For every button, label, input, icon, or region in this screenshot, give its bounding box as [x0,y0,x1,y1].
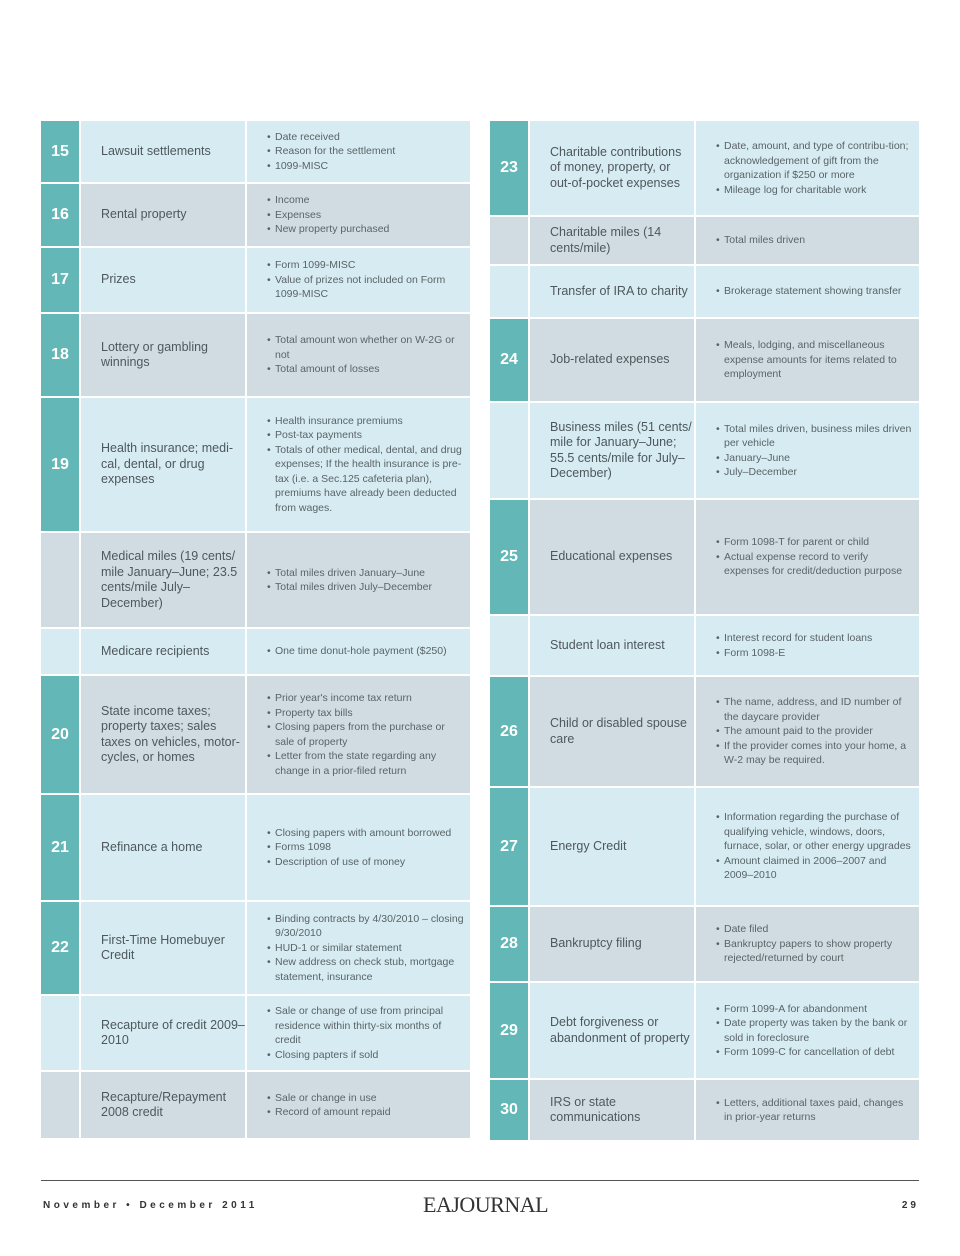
table-row [41,314,470,398]
table-row [490,266,919,319]
table-row [41,902,470,996]
table-row [490,788,919,907]
item-details [247,795,470,900]
detail-bullet: • Property tax bills [267,706,464,721]
table-row [490,677,919,788]
item-number: 26 [490,677,530,786]
item-label: Medical miles (19 cents/ mile January–June; 23.5 cents/mile July–December) [81,533,247,627]
detail-bullet: • Letters, additional taxes paid, changes in prior-year returns [716,1096,913,1125]
item-label: Recapture/Repayment 2008 credit [81,1072,247,1138]
item-label: Refinance a home [81,795,247,900]
item-label: Lawsuit settlements [81,121,247,182]
table-row [41,676,470,795]
table-row [490,616,919,677]
table-row [41,996,470,1072]
detail-bullet: • Total amount won whether on W-2G or not [267,333,464,362]
detail-bullet: • Sale or change of use from principal residence within thirty-six months of credit [267,1004,464,1048]
item-details [247,314,470,396]
table-row [41,533,470,629]
detail-bullet: • Totals of other medical, dental, and drug expenses; If the health insurance is pre-tax (i.e. a Sec.125 cafeteria plan), premiums have already been deducted from wages. [267,443,464,516]
detail-bullet: • Forms 1098 [267,840,464,855]
item-number: 30 [490,1080,530,1140]
item-details [696,500,919,614]
item-label: Job-related expenses [530,319,696,401]
table-row [41,248,470,314]
table-row [490,403,919,500]
table-row [490,1080,919,1142]
item-details [696,788,919,905]
footer-divider [41,1180,919,1181]
detail-bullet: • Post-tax payments [267,428,464,443]
detail-bullet: • Form 1099-A for abandonment [716,1002,913,1017]
item-number [41,996,81,1070]
item-label: Rental property [81,184,247,246]
item-details [696,266,919,317]
detail-bullet: • Reason for the settlement [267,144,464,159]
detail-bullet: • Letter from the state regarding any change in a prior-filed return [267,749,464,778]
item-label: IRS or state communications [530,1080,696,1140]
detail-bullet: • Meals, lodging, and miscellaneous expense amounts for items related to employment [716,338,913,382]
table-row [41,629,470,676]
item-label: Educational expenses [530,500,696,614]
item-number: 21 [41,795,81,900]
item-number: 24 [490,319,530,401]
item-details [696,907,919,981]
item-number: 29 [490,983,530,1078]
journal-logo: EAJOURNAL [423,1192,549,1217]
item-number: 23 [490,121,530,215]
table-row [41,121,470,184]
item-number: 27 [490,788,530,905]
item-label: Prizes [81,248,247,312]
detail-bullet: • If the provider comes into your home, a W-2 may be required. [716,739,913,768]
table-row [41,184,470,248]
item-details [247,1072,470,1138]
item-details [696,403,919,498]
detail-bullet: • Actual expense record to verify expenses for credit/deduction purpose [716,550,913,579]
item-number [41,629,81,674]
item-label: Health insurance; medi-cal, dental, or drug expenses [81,398,247,531]
table-row [41,795,470,902]
detail-bullet: • Value of prizes not included on Form 1099-MISC [267,273,464,302]
item-label: Transfer of IRA to charity [530,266,696,317]
item-label: State income taxes; property taxes; sales taxes on vehicles, motor-cycles, or homes [81,676,247,793]
item-number [490,217,530,264]
item-label: Energy Credit [530,788,696,905]
item-details [247,398,470,531]
detail-bullet: • July–December [716,465,913,480]
detail-bullet: • The amount paid to the provider [716,724,913,739]
item-details [696,319,919,401]
detail-bullet: • Form 1098-E [716,646,913,661]
detail-bullet: • Form 1099-C for cancellation of debt [716,1045,913,1060]
detail-bullet: • Mileage log for charitable work [716,183,913,198]
table-row [490,121,919,217]
item-details [696,983,919,1078]
table-row [41,398,470,533]
item-details [247,676,470,793]
detail-bullet: • Form 1098-T for parent or child [716,535,913,550]
page-number: 29 [901,1200,919,1211]
item-label: Child or disabled spouse care [530,677,696,786]
detail-bullet: • Date property was taken by the bank or sold in foreclosure [716,1016,913,1045]
detail-bullet: • Binding contracts by 4/30/2010 – closing 9/30/2010 [267,912,464,941]
detail-bullet: • Prior year's income tax return [267,691,464,706]
detail-bullet: • January–June [716,451,913,466]
detail-bullet: • Health insurance premiums [267,414,464,429]
detail-bullet: • Bankruptcy papers to show property rejected/returned by court [716,937,913,966]
item-details [696,616,919,675]
item-label: Medicare recipients [81,629,247,674]
detail-bullet: • Brokerage statement showing transfer [716,284,913,299]
detail-bullet: • 1099-MISC [267,159,464,174]
detail-bullet: • Expenses [267,208,464,223]
item-number: 16 [41,184,81,246]
detail-bullet: • Closing papers from the purchase or sale of property [267,720,464,749]
detail-bullet: • Form 1099-MISC [267,258,464,273]
detail-bullet: • Total amount of losses [267,362,464,377]
detail-bullet: • New property purchased [267,222,464,237]
item-details [696,677,919,786]
table-row [490,907,919,983]
table-row [490,983,919,1080]
item-number: 15 [41,121,81,182]
item-label: Recapture of credit 2009–2010 [81,996,247,1070]
table-row [490,319,919,403]
item-number: 25 [490,500,530,614]
detail-bullet: • Total miles driven January–June [267,566,464,581]
detail-bullet: • Date received [267,130,464,145]
item-details [247,248,470,312]
detail-bullet: • Record of amount repaid [267,1105,464,1120]
item-number [41,1072,81,1138]
detail-bullet: • Total miles driven July–December [267,580,464,595]
item-number: 20 [41,676,81,793]
item-details [247,902,470,994]
detail-bullet: • HUD-1 or similar statement [267,941,464,956]
item-number: 28 [490,907,530,981]
detail-bullet: • Closing papers with amount borrowed [267,826,464,841]
item-details [247,533,470,627]
item-label: Bankruptcy filing [530,907,696,981]
table-row [490,500,919,616]
item-details [247,184,470,246]
item-label: Debt forgiveness or abandonment of property [530,983,696,1078]
item-number: 18 [41,314,81,396]
item-details [696,1080,919,1140]
detail-bullet: • Income [267,193,464,208]
detail-bullet: • Description of use of money [267,855,464,870]
item-label: Business miles (51 cents/ mile for January–June; 55.5 cents/mile for July–December) [530,403,696,498]
item-label: Charitable contributions of money, property, or out-of-pocket expenses [530,121,696,215]
item-number [490,403,530,498]
right-table [490,121,919,1142]
detail-bullet: • Sale or change in use [267,1091,464,1106]
item-label: Lottery or gambling winnings [81,314,247,396]
table-row [490,217,919,266]
left-table [41,121,470,1140]
table-row [41,1072,470,1140]
detail-bullet: • Amount claimed in 2006–2007 and 2009–2010 [716,854,913,883]
item-label: Charitable miles (14 cents/mile) [530,217,696,264]
item-details [696,217,919,264]
item-number [490,266,530,317]
item-details [696,121,919,215]
item-number: 22 [41,902,81,994]
item-details [247,121,470,182]
item-number: 17 [41,248,81,312]
detail-bullet: • Closing papters if sold [267,1048,464,1063]
detail-bullet: • Date filed [716,922,913,937]
item-details [247,996,470,1070]
detail-bullet: • One time donut-hole payment ($250) [267,644,464,659]
detail-bullet: • Information regarding the purchase of qualifying vehicle, windows, doors, furnace, solar, or other energy upgrades [716,810,913,854]
detail-bullet: • Date, amount, and type of contribu-tion; acknowledgement of gift from the organization if $250 or more [716,139,913,183]
footer-issue-date: November • December 2011 [43,1200,258,1211]
item-number [41,533,81,627]
detail-bullet: • Total miles driven [716,233,913,248]
item-details [247,629,470,674]
detail-bullet: • Total miles driven, business miles driven per vehicle [716,422,913,451]
detail-bullet: • New address on check stub, mortgage statement, insurance [267,955,464,984]
item-number: 19 [41,398,81,531]
item-label: Student loan interest [530,616,696,675]
item-number [490,616,530,675]
item-label: First-Time Homebuyer Credit [81,902,247,994]
detail-bullet: • The name, address, and ID number of the daycare provider [716,695,913,724]
detail-bullet: • Interest record for student loans [716,631,913,646]
